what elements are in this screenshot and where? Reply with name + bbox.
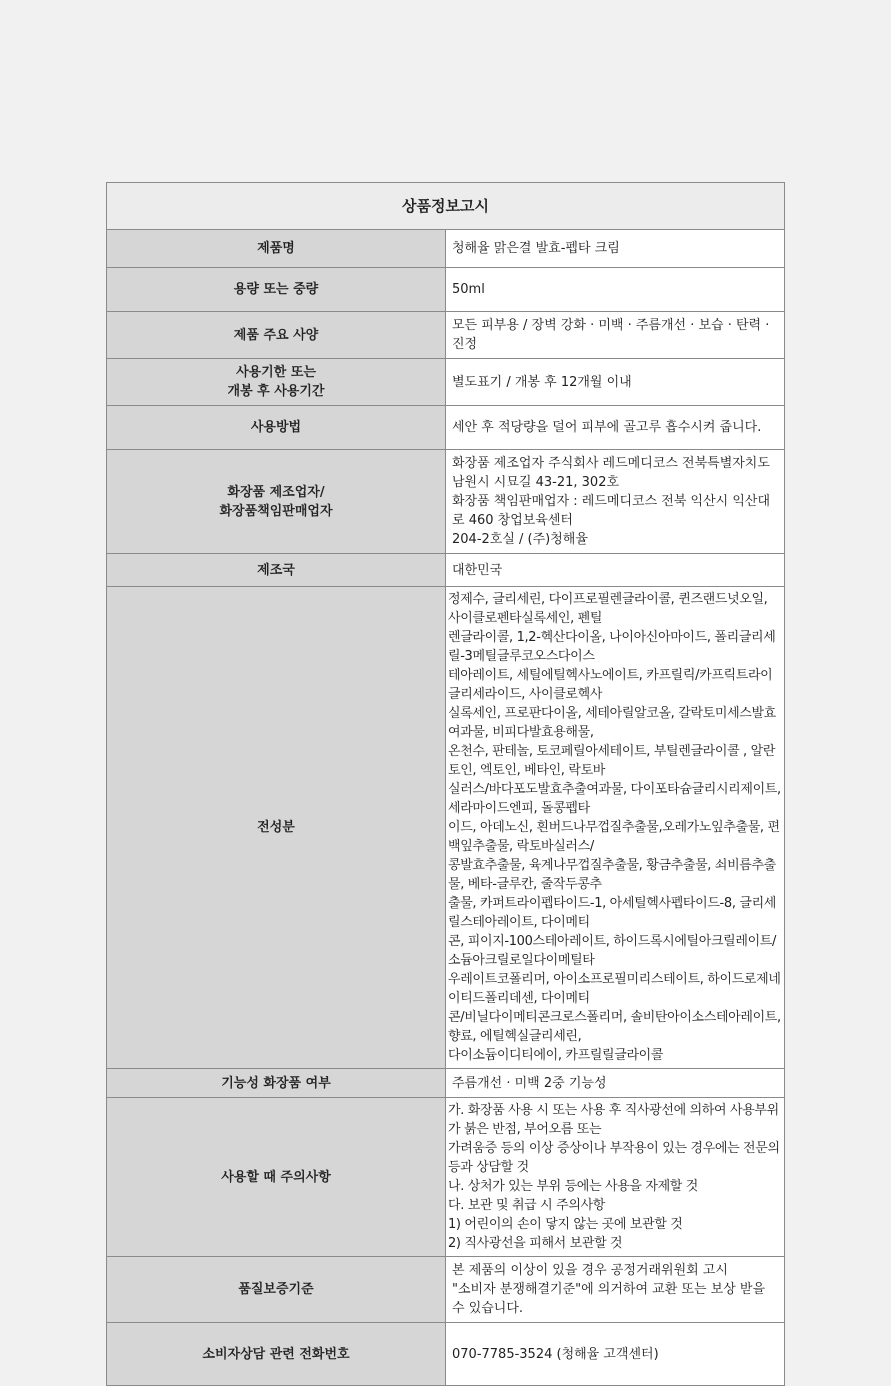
value-line: 주름개선 · 미백 2중 기능성 bbox=[452, 1075, 607, 1091]
table-row bbox=[107, 406, 785, 450]
row-value-main-specs bbox=[446, 312, 785, 359]
value-line: "소비자 분쟁해결기준"에 의거하여 교환 또는 보상 받을 수 있습니다. bbox=[452, 1282, 770, 1316]
value-line: 정제수, 글리세린, 다이프로필렌글라이콜, 퀸즈랜드넛오일, 사이클로펜타실록세인, 펜틸 bbox=[448, 592, 772, 626]
value-line: 렌글라이콜, 1,2-헥산다이올, 나이아신아마이드, 폴리글리세릴-3메틸글루코오스다이스 bbox=[448, 630, 776, 664]
table-title-row bbox=[107, 183, 785, 230]
value-line: 대한민국 bbox=[452, 562, 503, 578]
value-line: 콘/비닐다이메티콘크로스폴리머, 솔비탄아이소스테아레이트, 향료, 에틸헥실글리세린, bbox=[448, 1010, 785, 1044]
value-line: 50ml bbox=[452, 282, 485, 297]
value-line: 우레이트코폴리머, 아이소프로필미리스테이트, 하이드로제네이티드폴리데센, 다이메티 bbox=[448, 972, 781, 1006]
value-line: 콘, 피이지-100스테아레이트, 하이드록시에틸아크릴레이트/소듐아크릴로일다이메틸타 bbox=[448, 934, 777, 968]
table-row bbox=[107, 312, 785, 359]
value-line: 청해율 맑은결 발효-펩타 크림 bbox=[452, 241, 620, 256]
table-row bbox=[107, 1069, 785, 1098]
value-line: 테아레이트, 세틸에틸헥사노에이트, 카프릴릭/카프릭트라이글리세라이드, 사이클로헥사 bbox=[448, 668, 773, 702]
label-line: 화장품책임판매업자 bbox=[219, 503, 333, 519]
row-value-country bbox=[446, 554, 785, 587]
value-line: 2) 직사광선을 피해서 보관할 것 bbox=[448, 1236, 623, 1251]
table-row bbox=[107, 359, 785, 406]
value-line: 본 제품의 이상이 있을 경우 공정거래위원회 고시 bbox=[452, 1263, 728, 1278]
page-title: 상품정보고시 bbox=[107, 183, 785, 230]
row-label-ingredients: 전성분 bbox=[107, 587, 446, 1069]
table-row bbox=[107, 1323, 785, 1386]
row-label-expiry bbox=[107, 359, 446, 406]
value-line: 모든 피부용 / 장벽 강화 · 미백 · 주름개선 · 보습 · 탄력 · 진정 bbox=[452, 318, 774, 352]
value-line: 070-7785-3524 (청해율 고객센터) bbox=[452, 1346, 659, 1362]
label-line: 개봉 후 사용기간 bbox=[227, 384, 325, 399]
value-line: 1) 어린이의 손이 닿지 않는 곳에 보관할 것 bbox=[448, 1217, 683, 1232]
value-line: 출물, 카퍼트라이펩타이드-1, 아세틸헥사펩타이드-8, 글리세릴스테아레이트, 다이메티 bbox=[448, 896, 777, 930]
value-line: 온천수, 판테놀, 토코페릴아세테이트, 부틸렌글라이콜 , 알란토인, 엑토인, 베타인, 락토바 bbox=[448, 744, 776, 778]
table-row bbox=[107, 450, 785, 554]
row-label-main-specs: 제품 주요 사양 bbox=[107, 312, 446, 359]
row-value-volume bbox=[446, 268, 785, 312]
row-label-quality: 품질보증기준 bbox=[107, 1257, 446, 1323]
label-line: 화장품 제조업자/ bbox=[227, 484, 325, 500]
table-row bbox=[107, 1257, 785, 1323]
value-line: 별도표기 / 개봉 후 12개월 이내 bbox=[452, 374, 632, 390]
label-line: 사용기한 또는 bbox=[236, 365, 316, 380]
table-row bbox=[107, 268, 785, 312]
table-row bbox=[107, 554, 785, 587]
value-line: 화장품 제조업자 주식회사 레드메디코스 전북특별자치도 남원시 시묘길 43-21, 302호 bbox=[452, 456, 775, 490]
row-label-precautions: 사용할 때 주의사항 bbox=[107, 1098, 446, 1257]
row-value-functional bbox=[446, 1069, 785, 1098]
row-value-ingredients bbox=[446, 587, 785, 1069]
value-line: 화장품 책임판매업자 : 레드메디코스 전북 익산시 익산대로 460 창업보육센터 bbox=[452, 494, 771, 528]
value-line: 세안 후 적당량을 덜어 피부에 골고루 흡수시켜 줍니다. bbox=[452, 420, 762, 435]
value-line: 이드, 아데노신, 흰버드나무껍질추출물,오레가노잎추출물, 편백잎추출물, 락토바실러스/ bbox=[448, 820, 780, 854]
table-row bbox=[107, 1098, 785, 1257]
value-line: 다이소듐이디티에이, 카프릴릴글라이콜 bbox=[448, 1048, 664, 1063]
row-label-manufacturer bbox=[107, 450, 446, 554]
value-line: 가. 화장품 사용 시 또는 사용 후 직사광선에 의하여 사용부위가 붉은 반점, 부어오름 또는 bbox=[448, 1103, 779, 1137]
table-row bbox=[107, 587, 785, 1069]
product-info-table bbox=[106, 182, 785, 1386]
value-line: 가려움증 등의 이상 증상이나 부작용이 있는 경우에는 전문의 등과 상담할 것 bbox=[448, 1141, 784, 1175]
row-label-functional: 기능성 화장품 여부 bbox=[107, 1069, 446, 1098]
row-value-phone bbox=[446, 1323, 785, 1386]
row-value-manufacturer bbox=[446, 450, 785, 554]
row-label-product-name: 제품명 bbox=[107, 230, 446, 268]
row-value-precautions bbox=[446, 1098, 785, 1257]
row-value-expiry bbox=[446, 359, 785, 406]
row-label-phone: 소비자상담 관련 전화번호 bbox=[107, 1323, 446, 1386]
row-value-quality bbox=[446, 1257, 785, 1323]
row-label-usage: 사용방법 bbox=[107, 406, 446, 450]
value-line: 콩발효추출물, 육계나무껍질추출물, 황금추출물, 쇠비름추출물, 베타-글루칸, 줄작두콩추 bbox=[448, 858, 776, 892]
row-value-usage bbox=[446, 406, 785, 450]
value-line: 실러스/바다포도발효추출여과물, 다이포타슘글리시리제이트, 세라마이드엔피, 돌콩펩타 bbox=[448, 782, 785, 816]
table-row bbox=[107, 230, 785, 268]
row-label-volume: 용량 또는 중량 bbox=[107, 268, 446, 312]
value-line: 나. 상처가 있는 부위 등에는 사용을 자제할 것 bbox=[448, 1179, 699, 1194]
value-line: 204-2호실 / (주)청해율 bbox=[452, 532, 588, 547]
row-value-product-name bbox=[446, 230, 785, 268]
row-label-country: 제조국 bbox=[107, 554, 446, 587]
value-line: 다. 보관 및 취급 시 주의사항 bbox=[448, 1198, 605, 1213]
value-line: 실록세인, 프로판다이올, 세테아릴알코올, 갈락토미세스발효여과물, 비피다발효용해물, bbox=[448, 706, 776, 740]
